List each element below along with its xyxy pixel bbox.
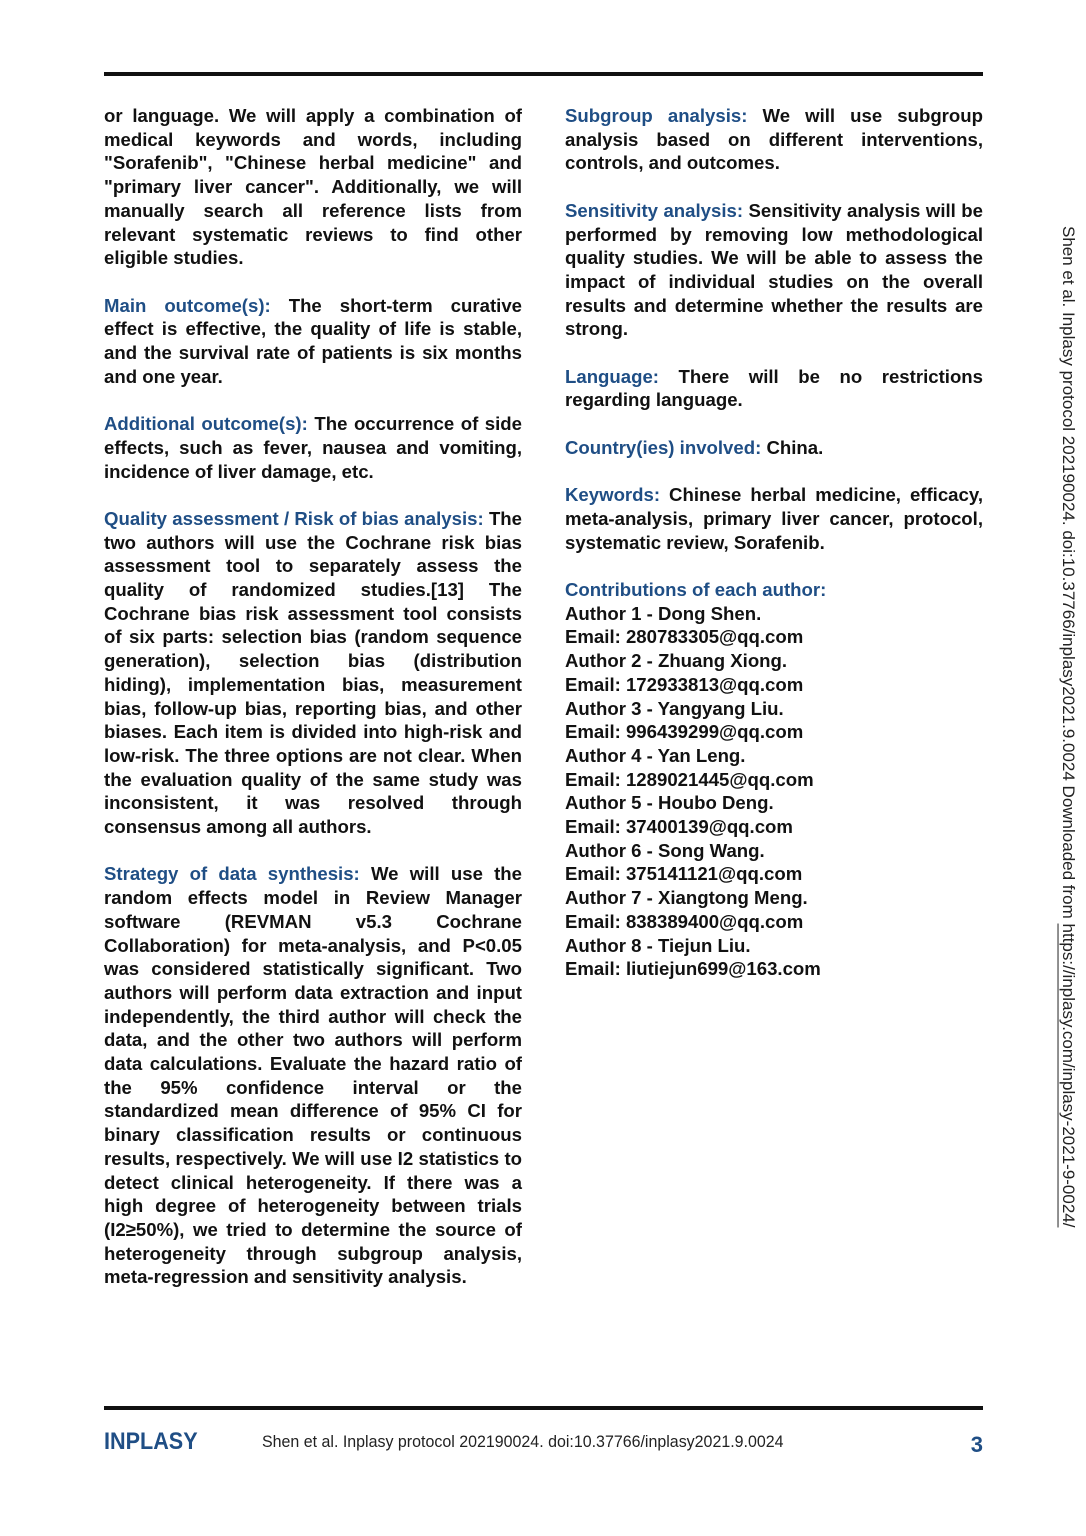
author-email: Email: 838389400@qq.com xyxy=(565,910,804,932)
author-email: Email: 280783305@qq.com xyxy=(565,626,804,648)
keywords-section xyxy=(565,483,983,554)
subgroup-analysis-section xyxy=(565,104,983,175)
author-name: Author 8 - Tiejun Liu. xyxy=(565,934,751,956)
footer-rule xyxy=(104,1406,983,1410)
quality-assessment-label: Quality assessment / Risk of bias analysis: xyxy=(104,507,484,529)
additional-outcomes-section xyxy=(104,412,522,483)
side-note-text: Shen et al. Inplasy protocol 202190024. doi:10.37766/inplasy2021.9.0024 Downloaded from xyxy=(1059,226,1078,924)
author-email: Email: 996439299@qq.com xyxy=(565,721,804,743)
author-name: Author 7 - Xiangtong Meng. xyxy=(565,887,808,909)
data-synthesis-label: Strategy of data synthesis: xyxy=(104,863,360,885)
author-list xyxy=(565,602,983,981)
sensitivity-analysis-section xyxy=(565,199,983,341)
author-name: Author 3 - Yangyang Liu. xyxy=(565,697,784,719)
main-outcomes-section xyxy=(104,294,522,389)
author-name: Author 1 - Dong Shen. xyxy=(565,602,762,624)
page-number: 3 xyxy=(970,1432,983,1457)
data-synthesis-section xyxy=(104,862,522,1289)
sensitivity-analysis-label: Sensitivity analysis: xyxy=(565,199,744,221)
author-email: Email: liutiejun699@163.com xyxy=(565,958,821,980)
additional-outcomes-label: Additional outcome(s): xyxy=(104,413,308,435)
download-link[interactable]: https://inplasy.com/inplasy-2021-9-0024/ xyxy=(1059,923,1078,1228)
language-section xyxy=(565,365,983,412)
header-rule xyxy=(104,72,983,76)
language-text: There will be no restrictions regarding language. xyxy=(565,365,983,411)
contributions-label: Contributions of each author: xyxy=(565,578,827,600)
author-name: Author 2 - Zhuang Xiong. xyxy=(565,650,788,672)
author-email: Email: 37400139@qq.com xyxy=(565,816,793,838)
right-column xyxy=(565,104,983,981)
data-synthesis-text: We will use the random effects model in Review Manager software (REVMAN v5.3 Cochrane Collaboration) for meta-analysis, and P<0.05 was considered statistically significant. Two authors will perform data extraction and input independently, the third author will check the data, and the other two authors will perform data calculations. Evaluate the hazard ratio of the 95% confidence interval or the standardized mean difference of 95% CI for binary classification results or continuous results, respectively. We will use I2 statistics to detect clinical heterogeneity. If there was a high degree of heterogeneity between trials (I2≥50%), we tried to determine the source of heterogeneity through subgroup analysis, meta-regression and sensitivity analysis. xyxy=(104,863,523,1288)
author-name: Author 4 - Yan Leng. xyxy=(565,744,746,766)
intro-paragraph: or language. We will apply a combination of medical keywords and words, including "Sorafenib", "Chinese herbal medicine" and "primary liver cancer". Additionally, we will manually search all reference lists from relevant systematic reviews to find other eligible studies. xyxy=(104,105,522,269)
author-email: Email: 1289021445@qq.com xyxy=(565,768,814,790)
subgroup-analysis-label: Subgroup analysis: xyxy=(565,105,748,126)
language-label: Language: xyxy=(565,365,660,387)
subgroup-analysis-text: We will use subgroup analysis based on different interventions, controls, and outcomes. xyxy=(565,105,983,174)
author-email: Email: 375141121@qq.com xyxy=(565,863,803,885)
quality-assessment-section xyxy=(104,507,522,839)
countries-text: China. xyxy=(761,436,824,458)
additional-outcomes-text: The occurrence of side effects, such as fever, nausea and vomiting, incidence of liver damage, etc. xyxy=(104,413,523,482)
footer-citation: Shen et al. Inplasy protocol 202190024. doi:10.37766/inplasy2021.9.0024 xyxy=(262,1432,784,1451)
sensitivity-analysis-text: Sensitivity analysis will be performed by removing low methodological quality studies. We will be able to assess the impact of individual studies on the overall results and determine whether the results are strong. xyxy=(565,199,983,340)
main-outcomes-text: The short-term curative effect is effective, the quality of life is stable, and the survival rate of patients is six months and one year. xyxy=(104,294,522,387)
main-outcomes-label: Main outcome(s): xyxy=(104,294,271,316)
left-column xyxy=(104,104,522,1313)
keywords-label: Keywords: xyxy=(565,484,661,506)
author-name: Author 6 - Song Wang. xyxy=(565,839,765,861)
footer-brand-logo: INPLASY xyxy=(104,1428,198,1455)
quality-assessment-text: The two authors will use the Cochrane risk bias assessment tool to separately assess the quality of randomized studies.[13] The Cochrane bias risk assessment tool consists of six parts: selection bias (random sequence generation), selection bias (distribution hiding), implementation bias, measurement bias, follow-up bias, reporting bias, and other biases. Each item is divided into high-risk and low-risk. The three options are not clear. When the evaluation quality of the same study was inconsistent, it was resolved through consensus among all authors. xyxy=(104,507,522,838)
keywords-text: Chinese herbal medicine, efficacy, meta-analysis, primary liver cancer, protocol, systematic review, Sorafenib. xyxy=(565,484,983,553)
author-email: Email: 172933813@qq.com xyxy=(565,673,804,695)
countries-section xyxy=(565,436,983,460)
author-name: Author 5 - Houbo Deng. xyxy=(565,792,774,814)
countries-label: Country(ies) involved: xyxy=(565,436,762,458)
side-download-note xyxy=(1056,226,1080,1227)
contributions-section xyxy=(565,578,983,981)
